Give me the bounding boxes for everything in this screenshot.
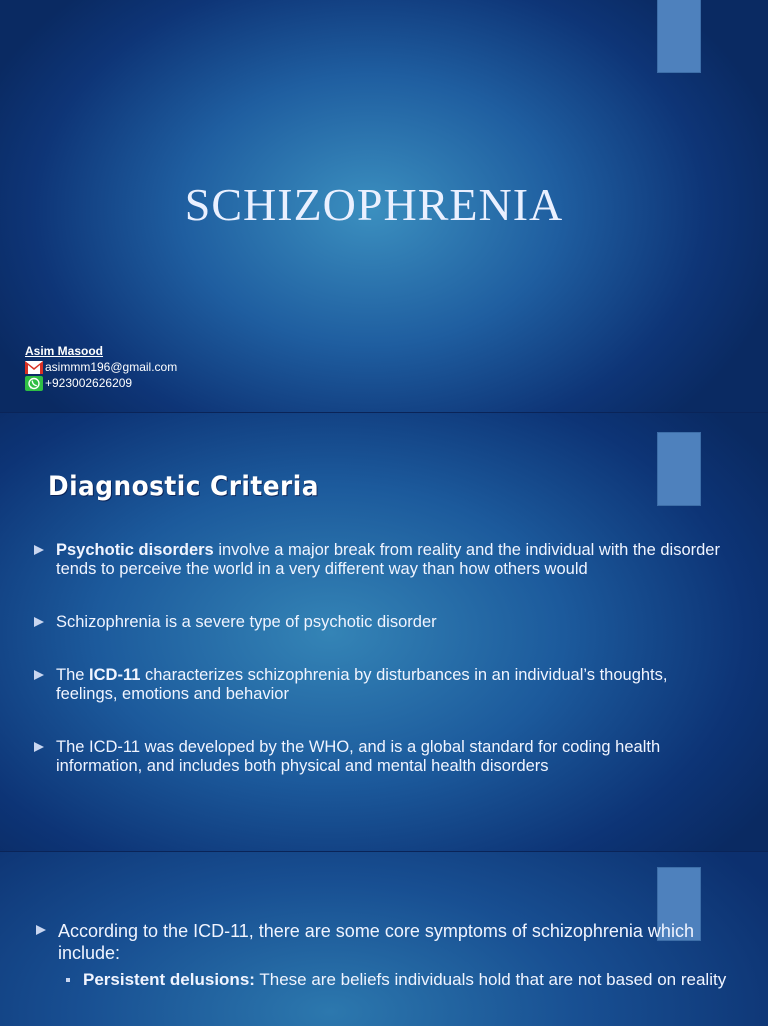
gmail-icon (25, 361, 43, 374)
bullet-arrow-icon (34, 617, 44, 627)
bullet-list (34, 541, 724, 776)
bullet-bold: Psychotic disorders (56, 541, 214, 559)
bullet-text: Schizophrenia is a severe type of psychotic disorder (56, 613, 437, 631)
sub-bullet-bold: Persistent delusions: (83, 970, 255, 989)
symptoms-slide (0, 851, 768, 1026)
phone-row (25, 375, 177, 391)
author-block (25, 343, 177, 391)
bullet-bold: ICD-11 (89, 666, 141, 684)
phone-text: +923002626209 (45, 376, 133, 390)
email-text: asimmm196@gmail.com (45, 360, 178, 374)
bullet-item (36, 920, 726, 964)
bullet-item (34, 666, 724, 704)
bullet-list (36, 920, 726, 964)
accent-bar (658, 433, 700, 505)
title-slide (0, 0, 768, 412)
square-bullet-icon (66, 978, 70, 982)
bullet-text: The (56, 666, 90, 684)
bullet-text: The ICD-11 was developed by the WHO, and is a global standard for coding health information, and includes both physical and mental health disorders (56, 738, 661, 775)
whatsapp-icon (25, 376, 43, 391)
accent-bar (658, 0, 700, 72)
bullet-item (34, 738, 724, 776)
bullet-item (34, 541, 724, 579)
criteria-slide (0, 412, 768, 851)
sub-bullet-text: These are beliefs individuals hold that are not based on reality (254, 970, 727, 989)
bullet-arrow-icon (34, 545, 44, 555)
sub-bullet-item (36, 970, 743, 990)
bullet-arrow-icon (36, 925, 46, 935)
author-name[interactable]: Asim Masood (25, 344, 104, 358)
bullet-arrow-icon (34, 670, 44, 680)
bullet-text: involve a major break from reality and the individual with the disorder tends to perceive the world in a very different way than how others would (56, 541, 720, 578)
bullet-arrow-icon (34, 742, 44, 752)
email-row (25, 359, 177, 375)
bullet-text: characterizes schizophrenia by disturbances in an individual’s thoughts, feelings, emotions and behavior (56, 666, 668, 703)
bullet-item (34, 613, 724, 632)
slide-heading: Diagnostic Criteria (48, 471, 319, 502)
bullet-text: According to the ICD-11, there are some core symptoms of schizophrenia which include: (58, 921, 694, 963)
slide-title: SCHIZOPHRENIA (184, 179, 564, 230)
